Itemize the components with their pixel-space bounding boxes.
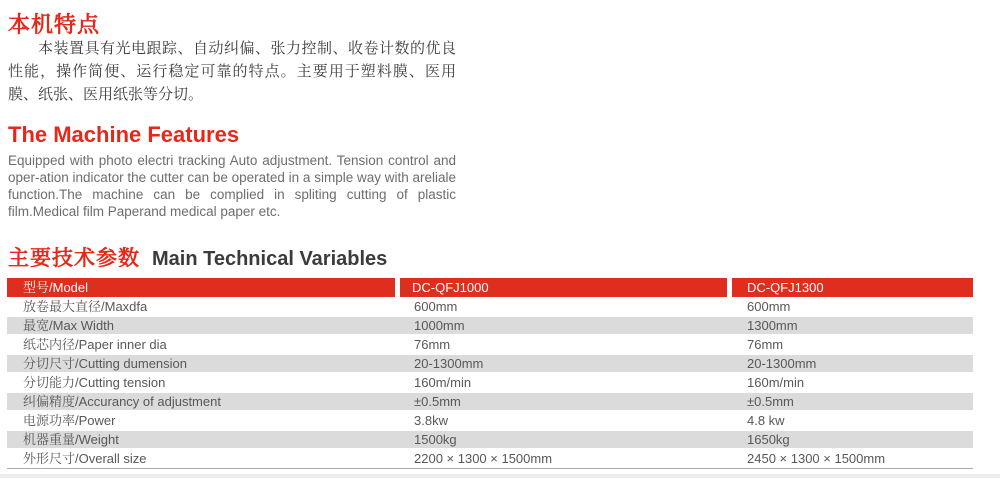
row-label-cell: 纠偏精度/Accurancy of adjustment xyxy=(23,394,221,409)
row-label-cell: 放卷最大直径/Maxdfa xyxy=(23,299,148,314)
row-label-cell: 外形尺寸/Overall size xyxy=(23,451,147,466)
value-cell-qfj1000: 1000mm xyxy=(414,318,465,333)
table-header-row xyxy=(7,278,973,297)
table-row-max-width xyxy=(7,316,973,335)
specs-section-title xyxy=(8,242,387,272)
specs-table xyxy=(7,278,973,469)
table-row-cutting-tension xyxy=(7,373,973,392)
value-cell-qfj1000: 20-1300mm xyxy=(414,356,484,371)
value-cell-qfj1000: ±0.5mm xyxy=(414,394,461,409)
value-cell-qfj1300: 4.8 kw xyxy=(747,413,785,428)
row-label-cell: 最宽/Max Width xyxy=(23,318,115,333)
value-cell-qfj1300: 1300mm xyxy=(747,318,798,333)
table-bottom-border xyxy=(7,468,973,469)
value-cell-qfj1300: 20-1300mm xyxy=(747,356,817,371)
value-cell-qfj1000: 160m/min xyxy=(414,375,472,390)
specs-title-en: Main Technical Variables xyxy=(152,248,388,270)
table-row-overall-size xyxy=(7,449,973,468)
value-cell-qfj1000: 3.8kw xyxy=(414,413,448,428)
row-label-cell: 分切能力/Cutting tension xyxy=(23,375,166,390)
row-label-cell: 机器重量/Weight xyxy=(23,432,119,447)
header-cell-model: 型号/Model xyxy=(7,278,395,297)
row-label-cell: 纸芯内径/Paper inner dia xyxy=(23,337,167,352)
value-cell-qfj1300: 600mm xyxy=(747,299,791,314)
value-cell-qfj1300: 2450 × 1300 × 1500mm xyxy=(747,451,886,466)
row-label-cell: 分切尺寸/Cutting dumension xyxy=(23,356,188,371)
table-row-paper-inner-dia xyxy=(7,335,973,354)
value-cell-qfj1000: 76mm xyxy=(414,337,451,352)
value-cell-qfj1000: 1500kg xyxy=(414,432,457,447)
features-title-en: The Machine Features xyxy=(8,122,240,147)
value-cell-qfj1000: 2200 × 1300 × 1500mm xyxy=(414,451,553,466)
features-paragraph-cn: 本装置具有光电跟踪、自动纠偏、张力控制、收卷计数的优良性能，操作简便、运行稳定可靠的特点。主要用于塑料膜、医用膜、纸张、医用纸张等分切。 xyxy=(8,40,456,103)
value-cell-qfj1300: 76mm xyxy=(747,337,784,352)
value-cell-qfj1300: 160m/min xyxy=(747,375,805,390)
table-row-weight xyxy=(7,430,973,449)
table-row-accuracy xyxy=(7,392,973,411)
header-cell-dc-qfj1300: DC-QFJ1300 xyxy=(732,278,973,297)
features-paragraph-en: Equipped with photo electri tracking Auto adjustment. Tension control and oper-ation indicator the cutter can be operated in a simple way with areliale function.The machine can be complied in spliting cutting of plastic film.Medical film Paperand medical paper etc. xyxy=(8,153,456,219)
table-row-power xyxy=(7,411,973,430)
row-label-cell: 电源功率/Power xyxy=(23,413,116,428)
value-cell-qfj1300: 1650kg xyxy=(747,432,790,447)
specs-title-cn: 主要技术参数 xyxy=(8,247,140,270)
value-cell-qfj1300: ±0.5mm xyxy=(747,394,794,409)
table-row-cutting-dimension xyxy=(7,354,973,373)
features-title-cn: 本机特点 xyxy=(8,12,101,37)
page-bottom-strip xyxy=(0,474,1000,478)
header-cell-dc-qfj1000: DC-QFJ1000 xyxy=(400,278,727,297)
value-cell-qfj1000: 600mm xyxy=(414,299,458,314)
table-row-max-dia xyxy=(7,297,973,316)
